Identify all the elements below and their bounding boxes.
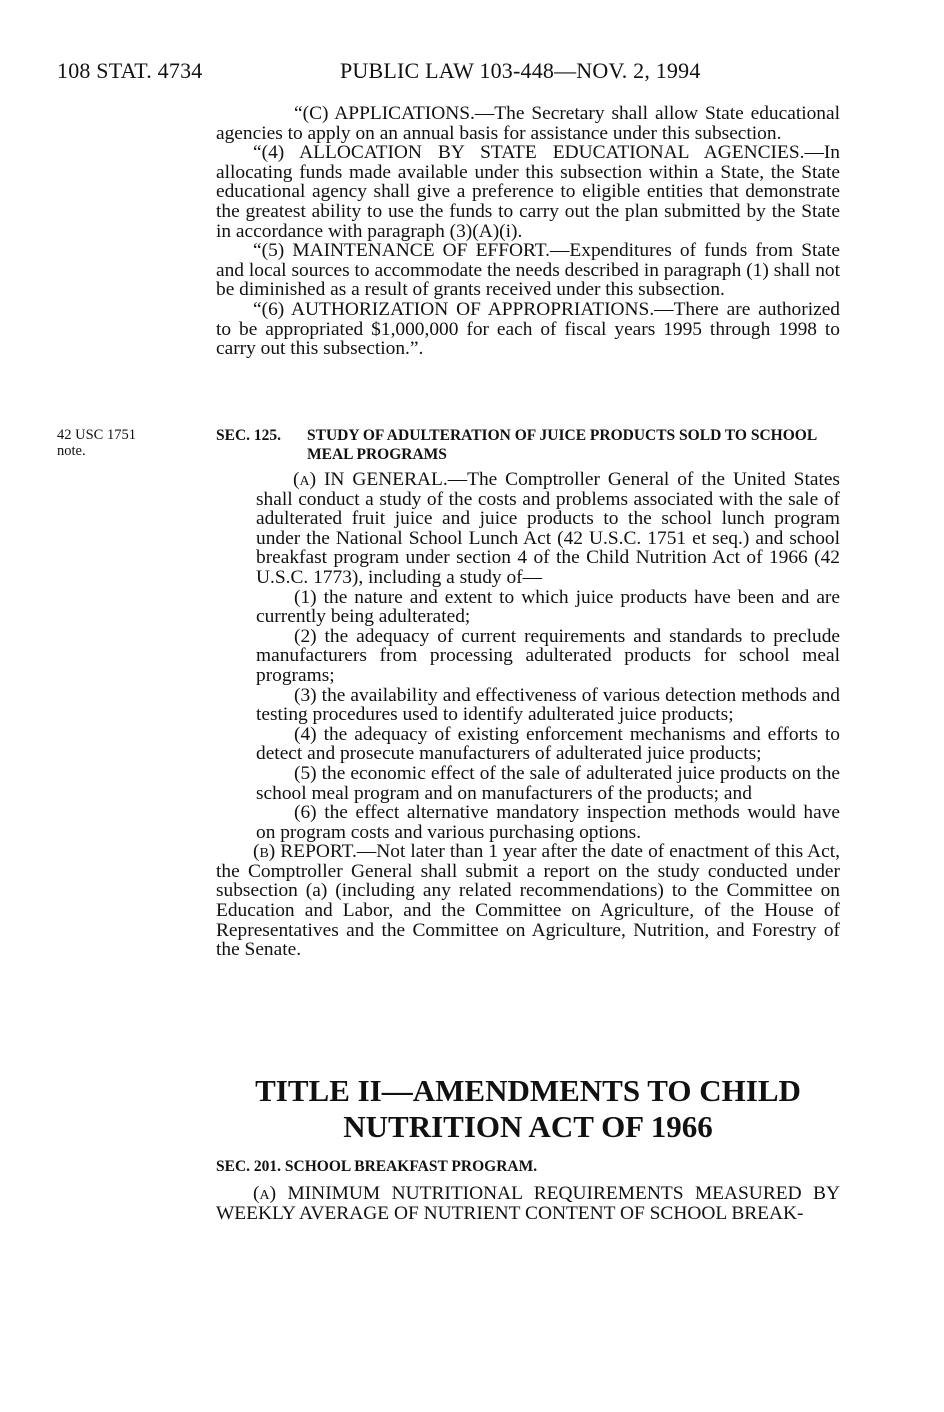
margin-note-line1: 42 USC 1751 bbox=[57, 427, 136, 443]
paragraph-4-label: “(4) ALLOCATION BY STATE EDUCATIONAL AGENCIES. bbox=[253, 142, 805, 164]
title-ii-heading bbox=[216, 1073, 840, 1145]
section-125-heading bbox=[216, 426, 840, 464]
paragraph-5-text: —Expenditures of funds from State and local sources to accommodate the needs described in paragraph (1) shall not be diminished as a result of grants received under this subsection. bbox=[216, 240, 840, 301]
list-item: (2) the adequacy of current requirements and standards to preclude manufacturers from processing adulterated products for school meal programs; bbox=[256, 625, 840, 686]
title-line1: TITLE II—AMENDMENTS TO CHILD bbox=[255, 1073, 801, 1108]
section-201-subsection-a bbox=[216, 1184, 840, 1224]
margin-note-line2: note. bbox=[57, 443, 86, 459]
paragraph-c bbox=[216, 104, 840, 143]
subsection-a bbox=[256, 470, 840, 588]
paragraph-5 bbox=[216, 241, 840, 300]
list-item: (6) the effect alternative mandatory inspection methods would have on program costs and various purchasing options. bbox=[256, 802, 840, 843]
top-block bbox=[216, 104, 840, 359]
section-125-title: STUDY OF ADULTERATION OF JUICE PRODUCTS SOLD TO SCHOOL MEAL PROGRAMS bbox=[307, 427, 817, 463]
running-header: PUBLIC LAW 103-448—NOV. 2, 1994 bbox=[340, 58, 701, 83]
section-125-number: SEC. 125. bbox=[216, 427, 282, 444]
paragraph-6-label: “(6) AUTHORIZATION OF APPROPRIATIONS. bbox=[253, 298, 655, 320]
section-125 bbox=[216, 426, 840, 960]
list-item: (4) the adequacy of existing enforcement mechanisms and efforts to detect and prosecute manufacturers of adulterated juice products; bbox=[256, 723, 840, 765]
paragraph-6 bbox=[216, 300, 840, 359]
paragraph-5-label: “(5) MAINTENANCE OF EFFORT. bbox=[253, 240, 551, 262]
subsection-a-text: —The Comptroller General of the United States shall conduct a study of the costs and problems associated with the sale of adulterated fruit juice and juice products to the school lunch program under the National School Lunch Act (42 U.S.C. 1751 et seq.) and school breakfast program under section 4 of the Child Nutrition Act of 1966 (42 U.S.C. 1773), including a study of— bbox=[256, 469, 840, 588]
paragraph-4-text: —In allocating funds made available under this subsection within a State, the State educational agency shall give a preference to eligible entities that demonstrate the greatest ability to use the funds to carry out the plan submitted by the State in accordance with paragraph (3)(A)(i). bbox=[216, 142, 840, 242]
paragraph-4 bbox=[216, 143, 840, 241]
subsection-b-text: —Not later than 1 year after the date of enactment of this Act, the Comptroller General shall submit a report on the study conducted under subsection (a) (including any related recommendations) to the Committee on Education and Labor, and the Committee on Agriculture, of the House of Representatives and the Committee on Agriculture, Nutrition, and Forestry of the Senate. bbox=[216, 841, 841, 961]
paragraph-6-text: —There are authorized to be appropriated $1,000,000 for each of fiscal years 1995 through 1998 to carry out this subsection.”. bbox=[216, 298, 840, 360]
subsection-b-label: (b) REPORT. bbox=[253, 841, 357, 863]
list-item: (5) the economic effect of the sale of adulterated juice products on the school meal program and on manufacturers of the products; and bbox=[256, 762, 840, 804]
section-201-heading: SEC. 201. SCHOOL BREAKFAST PROGRAM. bbox=[216, 1158, 538, 1175]
section-201-a-text: (a) MINIMUM NUTRITIONAL REQUIREMENTS MEASURED BY WEEKLY AVERAGE OF NUTRIENT CONTENT OF SCHOOL BREAK- bbox=[216, 1183, 840, 1224]
subsection-b bbox=[216, 842, 840, 960]
page-stat-number: 108 STAT. 4734 bbox=[57, 58, 203, 83]
list-item: (3) the availability and effectiveness of various detection methods and testing procedures used to identify adulterated juice products; bbox=[256, 684, 840, 726]
paragraph-c-label: “(C) APPLICATIONS. bbox=[294, 103, 475, 124]
subsection-a-label: (a) IN GENERAL. bbox=[293, 469, 448, 490]
margin-citation-note bbox=[57, 427, 136, 459]
list-item: (1) the nature and extent to which juice products have been and are currently being adulterated; bbox=[256, 586, 840, 628]
title-line2: NUTRITION ACT OF 1966 bbox=[343, 1109, 713, 1144]
paragraph-c-text: —The Secretary shall allow State educational agencies to apply on an annual basis for assistance under this subsection. bbox=[216, 103, 840, 144]
